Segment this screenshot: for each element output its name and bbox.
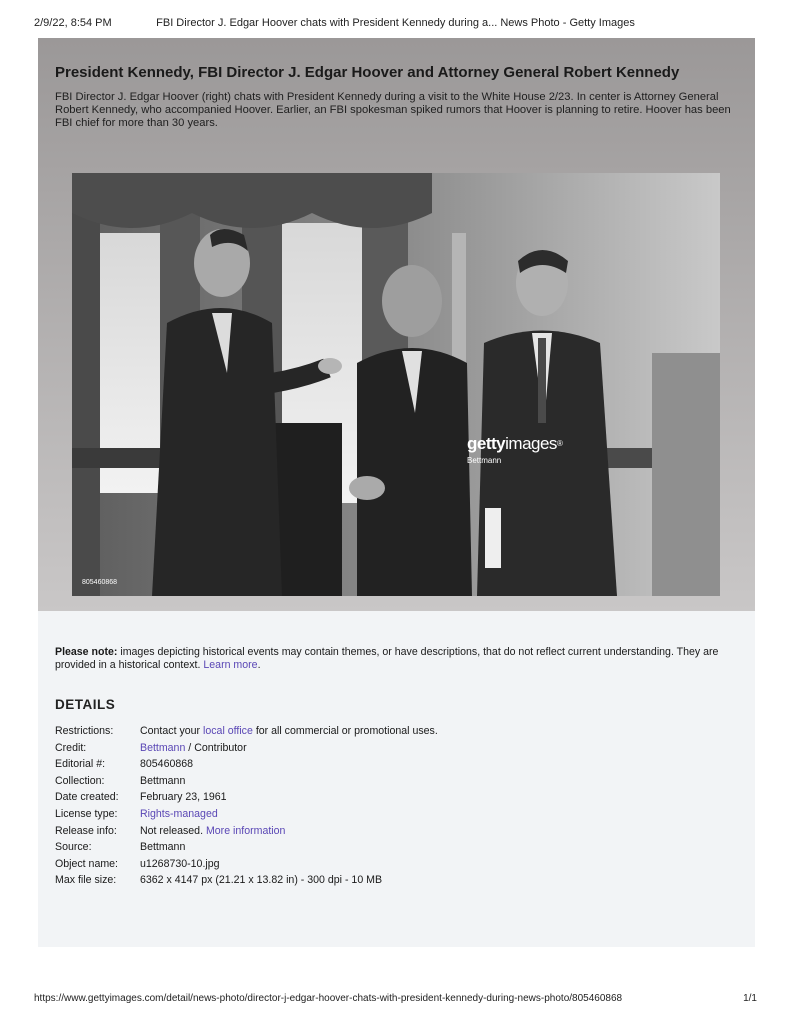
details-row-license [55, 808, 745, 825]
credit-link[interactable]: Bettmann [140, 741, 186, 754]
learn-more-link[interactable]: Learn more [203, 659, 258, 671]
credit-label: Credit: [55, 741, 87, 754]
details-row-collection [55, 775, 745, 792]
watermark-registered: ® [556, 439, 563, 448]
print-header [34, 17, 757, 31]
note-text: images depicting historical events may contain themes, or have descriptions, that do not reflect current understanding. They are provided in a historical context. [55, 646, 719, 671]
details-row-filesize [55, 874, 745, 891]
photo-caption: FBI Director J. Edgar Hoover (right) chats with President Kennedy during a visit to the White House 2/23. In center is Attorney General Robert Kennedy, who accompanied Hoover. Earlier, an FBI spokesman spiked rumors that Hoover is planning to retire. Hoover has been FBI chief for more than 30 years. [55, 91, 731, 129]
details-row-credit [55, 742, 745, 759]
date-value: February 23, 1961 [140, 791, 227, 804]
filesize-label: Max file size: [55, 874, 117, 887]
release-label: Release info: [55, 824, 117, 837]
source-value: Bettmann [140, 841, 186, 854]
source-label: Source: [55, 841, 92, 854]
details-panel [38, 611, 755, 947]
print-date: 2/9/22, 8:54 PM [34, 17, 112, 29]
print-page-title: FBI Director J. Edgar Hoover chats with President Kennedy during a... News Photo - Getty Images [156, 17, 635, 29]
details-title: DETAILS [55, 697, 116, 712]
print-page-count: 1/1 [743, 993, 757, 1004]
more-information-link[interactable]: More information [205, 824, 286, 837]
photo-headline: President Kennedy, FBI Director J. Edgar Hoover and Attorney General Robert Kennedy [55, 64, 680, 81]
filesize-value: 6362 x 4147 px (21.21 x 13.82 in) - 300 dpi - 10 MB [140, 874, 383, 887]
historical-note [55, 646, 745, 672]
note-end: . [257, 659, 261, 671]
getty-watermark [467, 435, 562, 465]
release-pre: Not released. [140, 824, 206, 837]
photo-panel [38, 38, 755, 611]
photo-illustration [72, 173, 720, 596]
watermark-brand-bold: getty [467, 434, 506, 453]
details-row-release [55, 825, 745, 842]
details-row-object [55, 858, 745, 875]
license-label: License type: [55, 807, 118, 820]
details-row-restrictions [55, 725, 745, 742]
print-url: https://www.gettyimages.com/detail/news-photo/director-j-edgar-hoover-chats-with-president-kennedy-during-news-photo/805460868 [34, 993, 623, 1004]
details-row-editorial [55, 758, 745, 775]
photo-image-id: 805460868 [82, 579, 118, 586]
note-label: Please note: [55, 646, 118, 658]
editorial-value: 805460868 [140, 758, 194, 771]
object-value: u1268730-10.jpg [140, 857, 220, 870]
license-link[interactable]: Rights-managed [140, 807, 218, 820]
local-office-link[interactable]: local office [203, 725, 253, 737]
collection-value: Bettmann [140, 774, 186, 787]
restrictions-post: for all commercial or promotional uses. [252, 725, 438, 737]
watermark-credit: Bettmann [467, 456, 502, 465]
print-footer [34, 993, 757, 1007]
restrictions-label: Restrictions: [55, 725, 114, 737]
date-label: Date created: [55, 791, 119, 804]
collection-label: Collection: [55, 774, 105, 787]
details-list [55, 725, 745, 891]
credit-post: / Contributor [185, 741, 247, 754]
object-label: Object name: [55, 857, 119, 870]
editorial-label: Editorial #: [55, 758, 106, 771]
restrictions-pre: Contact your [140, 725, 204, 737]
details-row-date [55, 791, 745, 808]
news-photo[interactable] [72, 173, 720, 596]
details-row-source [55, 841, 745, 858]
watermark-brand-light: images [505, 434, 557, 453]
